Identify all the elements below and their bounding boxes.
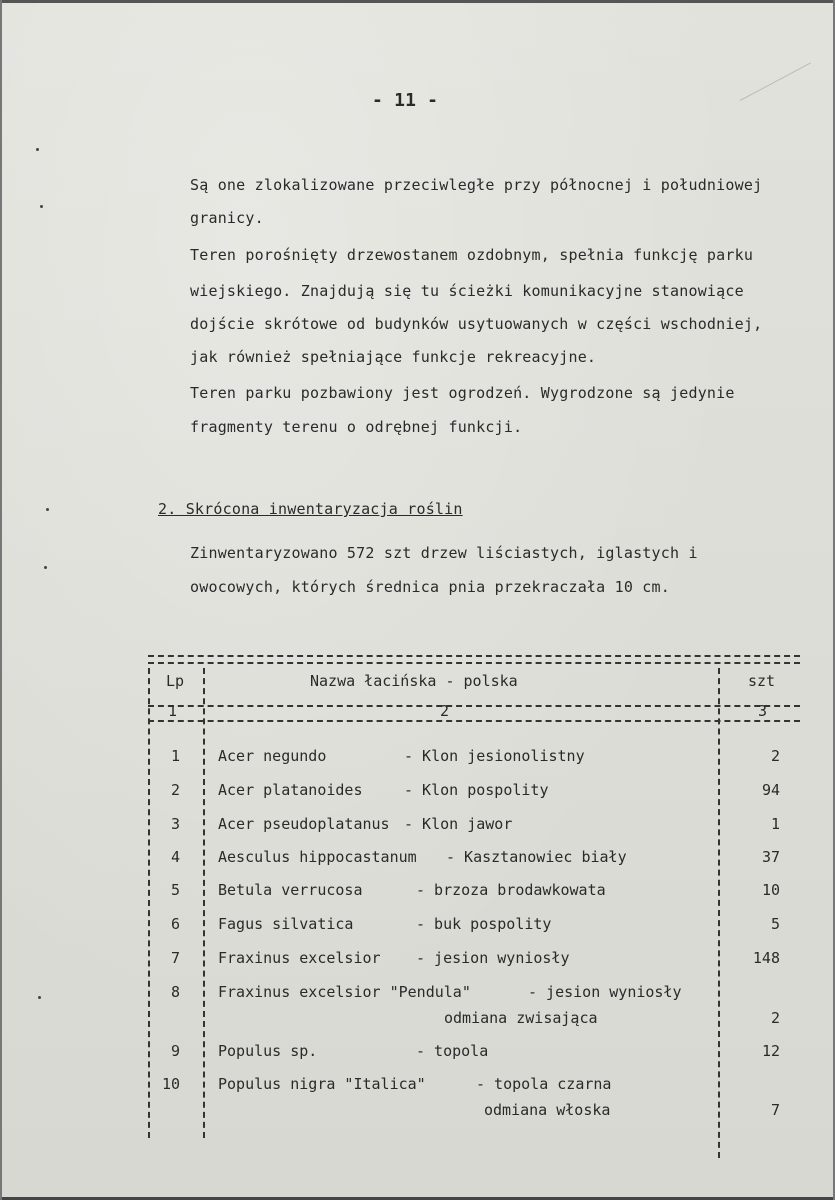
header-szt: szt (748, 672, 776, 690)
paragraph-line: jak również spełniające funkcje rekreacyjne. (190, 348, 597, 366)
row-polish-name-cont: odmiana zwisająca (444, 1009, 598, 1027)
row-lp: 1 (170, 747, 180, 765)
row-polish-name-cont: odmiana włoska (484, 1101, 611, 1119)
row-polish-name: - Klon pospolity (404, 781, 549, 799)
row-count: 37 (761, 848, 780, 866)
row-latin-name: Populus nigra "Italica" (218, 1075, 426, 1093)
row-lp: 8 (170, 983, 180, 1001)
row-count: 12 (761, 1042, 780, 1060)
row-count: 2 (770, 1009, 780, 1027)
scan-speck (38, 996, 41, 999)
scan-speck (40, 205, 43, 208)
intro-line: Zinwentaryzowano 572 szt drzew liściastych, iglastych i (190, 544, 698, 562)
scan-scratch (740, 63, 811, 101)
scan-speck (44, 566, 47, 569)
row-latin-name: Betula verrucosa (218, 881, 363, 899)
row-latin-name: Populus sp. (218, 1042, 318, 1060)
row-lp: 10 (161, 1075, 180, 1093)
table-top-rule (148, 662, 800, 664)
row-polish-name: - topola czarna (476, 1075, 612, 1093)
column-number-name: 2 (440, 702, 450, 720)
header-rule (148, 720, 800, 722)
row-latin-name: Acer pseudoplatanus (218, 815, 390, 833)
row-latin-name: Fraxinus excelsior (218, 949, 381, 967)
row-lp: 2 (170, 781, 180, 799)
row-count: 94 (761, 781, 780, 799)
paragraph-line: dojście skrótowe od budynków usytuowanych w części wschodniej, (190, 315, 763, 333)
row-latin-name: Aesculus hippocastanum (218, 848, 417, 866)
page-number: - 11 - (372, 90, 439, 111)
row-lp: 3 (170, 815, 180, 833)
table-top-rule (148, 655, 800, 657)
paragraph-line: granicy. (190, 209, 264, 227)
row-latin-name: Acer platanoides (218, 781, 363, 799)
section-heading: 2. Skrócona inwentaryzacja roślin (158, 500, 463, 518)
row-lp: 7 (170, 949, 180, 967)
row-lp: 4 (170, 848, 180, 866)
scan-edge-left (0, 0, 2, 1200)
scan-speck (36, 148, 39, 151)
row-lp: 5 (170, 881, 180, 899)
row-polish-name: - Klon jesionolistny (404, 747, 585, 765)
paragraph-line: fragmenty terenu o odrębnej funkcji. (190, 418, 523, 436)
row-lp: 6 (170, 915, 180, 933)
row-polish-name: - buk pospolity (416, 915, 552, 933)
paragraph-line: wiejskiego. Znajdują się tu ścieżki komunikacyjne stanowiące (190, 282, 744, 300)
row-lp: 9 (170, 1042, 180, 1060)
column-number-lp: 1 (168, 702, 178, 720)
header-rule (148, 705, 800, 707)
row-latin-name: Fagus silvatica (218, 915, 354, 933)
intro-line: owocowych, których średnica pnia przekraczała 10 cm. (190, 578, 670, 596)
row-polish-name: - topola (416, 1042, 489, 1060)
header-name: Nazwa łacińska - polska (310, 672, 518, 690)
row-count: 1 (770, 815, 780, 833)
paragraph-line: Są one zlokalizowane przeciwległe przy północnej i południowej (190, 176, 763, 194)
row-count: 10 (761, 881, 780, 899)
column-number-szt: 3 (758, 702, 768, 720)
table-szt-divider (718, 668, 720, 1158)
row-polish-name: - Kasztanowiec biały (446, 848, 627, 866)
row-count: 148 (752, 949, 780, 967)
row-count: 5 (770, 915, 780, 933)
paragraph-line: Teren porośnięty drzewostanem ozdobnym, spełnia funkcję parku (190, 246, 754, 264)
row-count: 2 (770, 747, 780, 765)
paragraph-line: Teren parku pozbawiony jest ogrodzeń. Wygrodzone są jedynie (190, 384, 735, 402)
row-polish-name: - jesion wyniosły (528, 983, 682, 1001)
row-polish-name: - jesion wyniosły (416, 949, 570, 967)
row-latin-name: Fraxinus excelsior "Pendula" (218, 983, 471, 1001)
row-polish-name: - brzoza brodawkowata (416, 881, 606, 899)
header-lp: Lp (166, 672, 185, 690)
row-polish-name: - Klon jawor (404, 815, 513, 833)
scan-speck (46, 508, 49, 511)
row-latin-name: Acer negundo (218, 747, 327, 765)
scan-edge-top (0, 0, 835, 3)
row-count: 7 (770, 1101, 780, 1119)
table-lp-divider (203, 668, 205, 1138)
table-left-border (148, 668, 150, 1138)
